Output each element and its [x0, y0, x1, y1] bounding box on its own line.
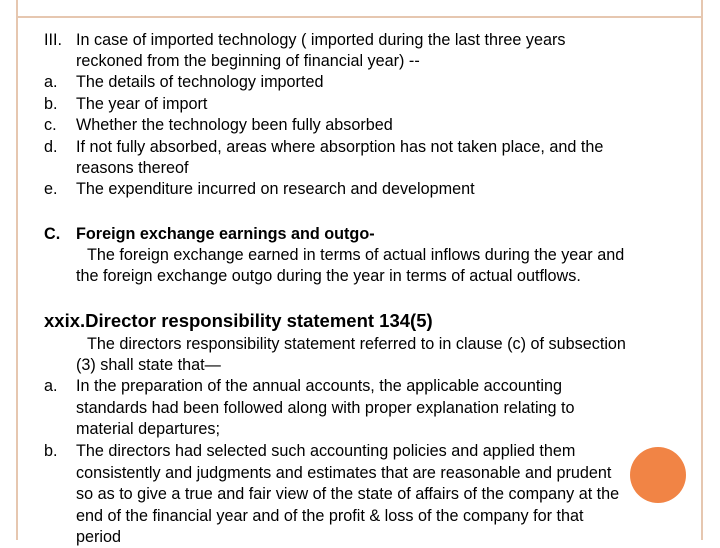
slide-frame-right-line [701, 0, 703, 540]
list-marker: a. [44, 377, 58, 395]
section-xxix-heading: xxix.Director responsibility statement 134(5) [44, 310, 433, 331]
list-item-continuation: so as to give a true and fair view of the state of affairs of the company at the [76, 485, 620, 503]
list-item: In the preparation of the annual accounts, the applicable accounting [76, 377, 562, 395]
list-item: The directors had selected such accounting policies and applied them [76, 442, 576, 460]
section-c-title: Foreign exchange earnings and outgo- [76, 225, 375, 243]
list-item: Whether the technology been fully absorbed [76, 116, 393, 134]
list-item-continuation: standards had been followed along with proper explanation relating to [76, 399, 575, 417]
section-iii-marker: III. [44, 31, 62, 49]
list-marker: b. [44, 442, 58, 460]
list-marker: c. [44, 116, 57, 134]
list-marker: d. [44, 138, 58, 156]
list-item: The year of import [76, 95, 208, 113]
list-item-continuation: reasons thereof [76, 159, 189, 177]
list-item: The details of technology imported [76, 73, 324, 91]
section-iii-text-line-2: reckoned from the beginning of financial year) -- [76, 52, 420, 70]
section-c-marker: C. [44, 225, 61, 243]
list-marker: e. [44, 180, 58, 198]
slide-frame-left-line [16, 0, 18, 540]
list-item: If not fully absorbed, areas where absorption has not taken place, and the [76, 138, 604, 156]
list-item-continuation: material departures; [76, 420, 220, 438]
decorative-orange-circle [630, 447, 686, 503]
section-xxix-intro-line-2: (3) shall state that— [76, 356, 221, 374]
list-item-continuation: period [76, 528, 121, 546]
list-marker: a. [44, 73, 58, 91]
list-item-continuation: end of the financial year and of the profit & loss of the company for that [76, 507, 584, 525]
section-c-body-line-1: The foreign exchange earned in terms of actual inflows during the year and [87, 246, 625, 264]
list-item: The expenditure incurred on research and development [76, 180, 475, 198]
list-marker: b. [44, 95, 58, 113]
slide-frame-top-line [16, 16, 703, 18]
section-xxix-intro-line-1: The directors responsibility statement referred to in clause (c) of subsection [87, 335, 626, 353]
section-iii-text-line-1: In case of imported technology ( imported during the last three years [76, 31, 566, 49]
list-item-continuation: consistently and judgments and estimates that are reasonable and prudent [76, 464, 612, 482]
section-c-body-line-2: the foreign exchange outgo during the year in terms of actual outflows. [76, 267, 581, 285]
